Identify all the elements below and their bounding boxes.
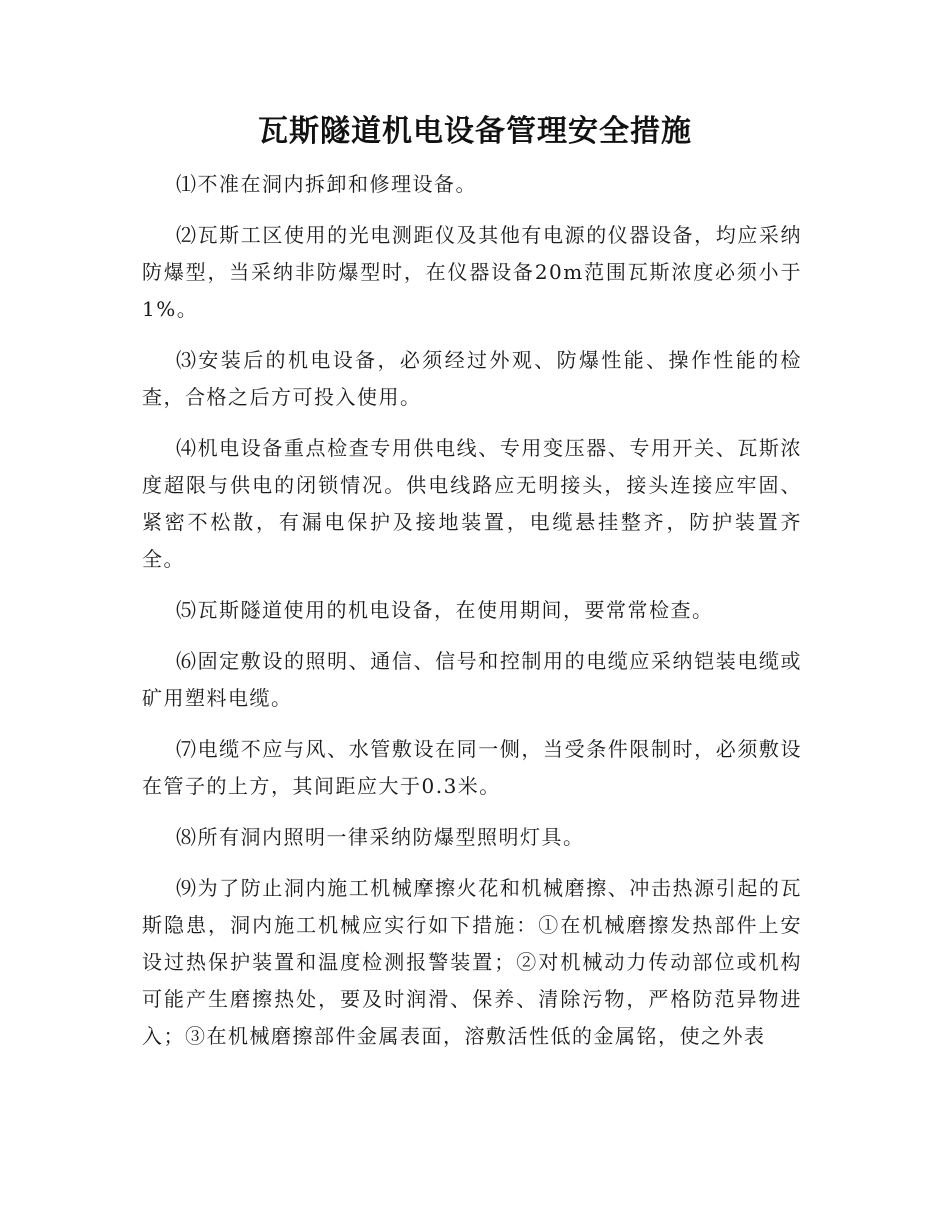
paragraph-6: ⑹固定敷设的照明、通信、信号和控制用的电缆应采纳铠装电缆或矿用塑料电缆。 [142, 649, 802, 710]
paragraph-1: ⑴不准在洞内拆卸和修理设备。 [176, 172, 477, 196]
document-body [142, 166, 802, 1069]
paragraph-9: ⑼为了防止洞内施工机械摩擦火花和机械磨擦、冲击热源引起的瓦斯隐患，洞内施工机械应实行如下措施：①在机械磨擦发热部件上安设过热保护装置和温度检测报警装置；②对机械动力传动部位或机构可能产生磨擦热处，要及时润滑、保养、清除污物，严格防范异物进入；③在机械磨擦部件金属表面，溶敷活性低的金属铭，使之外表 [142, 876, 802, 1048]
paragraph-3: ⑶安装后的机电设备，必须经过外观、防爆性能、操作性能的检查，合格之后方可投入使用。 [142, 348, 802, 409]
paragraph-2: ⑵瓦斯工区使用的光电测距仪及其他有电源的仪器设备，均应采纳防爆型，当采纳非防爆型时，在仪器设备20m范围瓦斯浓度必须小于1%。 [142, 223, 802, 321]
paragraph-8: ⑻所有洞内照明一律采纳防爆型照明灯具。 [176, 825, 585, 849]
paragraph-5: ⑸瓦斯隧道使用的机电设备，在使用期间，要常常检查。 [176, 598, 714, 622]
paragraph-7: ⑺电缆不应与风、水管敷设在同一侧，当受条件限制时，必须敷设在管子的上方，其间距应大于0.3米。 [142, 737, 802, 798]
paragraph-4: ⑷机电设备重点检查专用供电线、专用变压器、专用开关、瓦斯浓度超限与供电的闭锁情况。供电线路应无明接头，接头连接应牢固、紧密不松散，有漏电保护及接地装置，电缆悬挂整齐，防护装置齐全。 [142, 436, 802, 571]
document-title: 瓦斯隧道机电设备管理安全措施 [258, 114, 692, 149]
